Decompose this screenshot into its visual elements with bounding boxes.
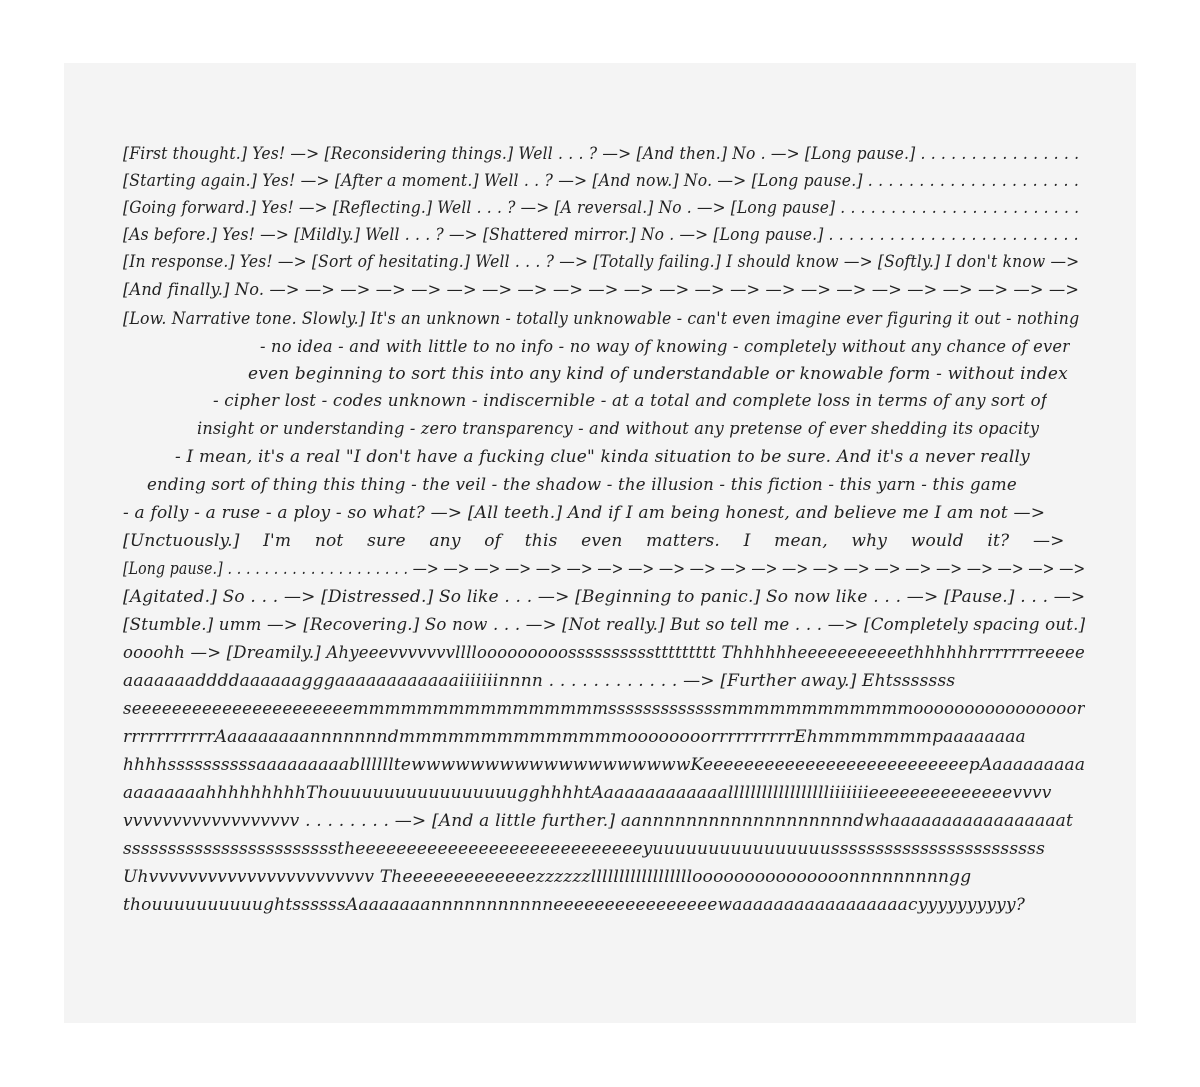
text-line-09: even beginning to sort this into any kind of understandable or knowable form - without index bbox=[248, 364, 1068, 384]
text-line-08: - no idea - and with little to no info - no way of knowing - completely without any chance of ever bbox=[260, 337, 1070, 357]
text-line-15: [Unctuously.] I'm not sure any of this even matters. I mean, why would it? —> bbox=[123, 531, 1065, 551]
text-line-13: ending sort of thing this thing - the veil - the shadow - the illusion - this fiction - this yarn - this game bbox=[147, 475, 1017, 495]
text-line-06: [And finally.] No. —> —> —> —> —> —> —> —> —> —> —> —> —> —> —> —> —> —> —> —> —> —> —> bbox=[123, 280, 1079, 300]
paper-sheet bbox=[64, 63, 1136, 1023]
text-line-20: aaaaaaaddddaaaaaagggaaaaaaaaaaaaiiiiiiinnnn . . . . . . . . . . . . —> [Further away.] Ehtsssssss bbox=[123, 671, 956, 691]
text-line-10: - cipher lost - codes unknown - indiscernible - at a total and complete loss in terms of any sort of bbox=[213, 391, 1047, 411]
text-line-27: Uhvvvvvvvvvvvvvvvvvvvvvvv Theeeeeeeeeeeeezzzzzzllllllllllllllllllooooooooooooooonnnnnnnnngg bbox=[123, 867, 972, 887]
text-line-07: [Low. Narrative tone. Slowly.] It's an unknown - totally unknowable - can't even imagine ever figuring it out - nothing bbox=[123, 309, 1079, 329]
handwritten-text-block bbox=[64, 63, 1136, 1023]
text-line-17: [Agitated.] So . . . —> [Distressed.] So like . . . —> [Beginning to panic.] So now like . . . —> [Pause.] . . . —> bbox=[123, 587, 1085, 607]
text-line-21: seeeeeeeeeeeeeeeeeeeeeemmmmmmmmmmmmmmmmsssssssssssssmmmmmmmmmmmmoooooooooooooooor bbox=[123, 699, 1085, 719]
text-line-12: - I mean, it's a real "I don't have a fucking clue" kinda situation to be sure. And it's a never really bbox=[175, 447, 1030, 467]
text-line-18: [Stumble.] umm —> [Recovering.] So now . . . —> [Not really.] But so tell me . . . —> [Completely spacing out.] bbox=[123, 615, 1085, 635]
text-line-01: [First thought.] Yes! —> [Reconsidering things.] Well . . . ? —> [And then.] No . —> [Long pause.] . . . . . . . . . . . . . . . . bbox=[123, 144, 1079, 164]
text-line-04: [As before.] Yes! —> [Mildly.] Well . . . ? —> [Shattered mirror.] No . —> [Long pause.] . . . . . . . . . . . . . . . . . . . . . . . . . bbox=[123, 225, 1079, 245]
text-line-25: vvvvvvvvvvvvvvvvvv . . . . . . . . —> [And a little further.] aannnnnnnnnnnnnnnnnnndwhaaaaaaaaaaaaaaaaat bbox=[123, 811, 1074, 831]
text-line-24: aaaaaaaahhhhhhhhhThouuuuuuuuuuuuuuuugghhhhtAaaaaaaaaaaaalllllllllllllllllliiiiiiieeeeeeeeeeeeeevvvv bbox=[123, 783, 1052, 803]
text-line-26: sssssssssssssssssssssssstheeeeeeeeeeeeeeeeeeeeeeeeeeeeyuuuuuuuuuuuuuuuussssssssssssssssssssssss bbox=[123, 839, 1046, 859]
text-line-03: [Going forward.] Yes! —> [Reflecting.] Well . . . ? —> [A reversal.] No . —> [Long pause] . . . . . . . . . . . . . . . . . . . . . . . . bbox=[123, 198, 1079, 218]
text-line-16: [Long pause.] . . . . . . . . . . . . . . . . . . . . —> —> —> —> —> —> —> —> —> —> —> —> —> —> —> —> —> —> —> —> —> —> bbox=[123, 559, 1085, 579]
text-line-22: rrrrrrrrrrrAaaaaaaaannnnnnndmmmmmmmmmmmmmmoooooooorrrrrrrrrrEhmmmmmmmpaaaaaaaa bbox=[123, 727, 1026, 747]
text-line-14: - a folly - a ruse - a ploy - so what? —> [All teeth.] And if I am being honest, and believe me I am not —> bbox=[123, 503, 1046, 523]
text-line-28: thouuuuuuuuuughtssssssAaaaaaaannnnnnnnnnneeeeeeeeeeeeeeeewaaaaaaaaaaaaaaaaacyyyyyyyyyy? bbox=[123, 895, 1026, 915]
text-line-05: [In response.] Yes! —> [Sort of hesitating.] Well . . . ? —> [Totally failing.] I should know —> [Softly.] I don't know —> bbox=[123, 252, 1079, 272]
text-line-23: hhhhssssssssssaaaaaaaaablllllltewwwwwwwwwwwwwwwwwwwKeeeeeeeeeeeeeeeeeeeeeeeeeepAaaaaaaaaa bbox=[123, 755, 1085, 775]
text-line-19: oooohh —> [Dreamily.] Ahyeeevvvvvvvllllooooooooossssssssssttttttttt Thhhhhheeeeeeeeeeethhhhhhrrrrrrreeeee bbox=[123, 643, 1085, 663]
text-line-11: insight or understanding - zero transparency - and without any pretense of ever shedding its opacity bbox=[197, 419, 1039, 439]
text-line-02: [Starting again.] Yes! —> [After a moment.] Well . . ? —> [And now.] No. —> [Long pause.] . . . . . . . . . . . . . . . . . . . . . bbox=[123, 171, 1079, 191]
